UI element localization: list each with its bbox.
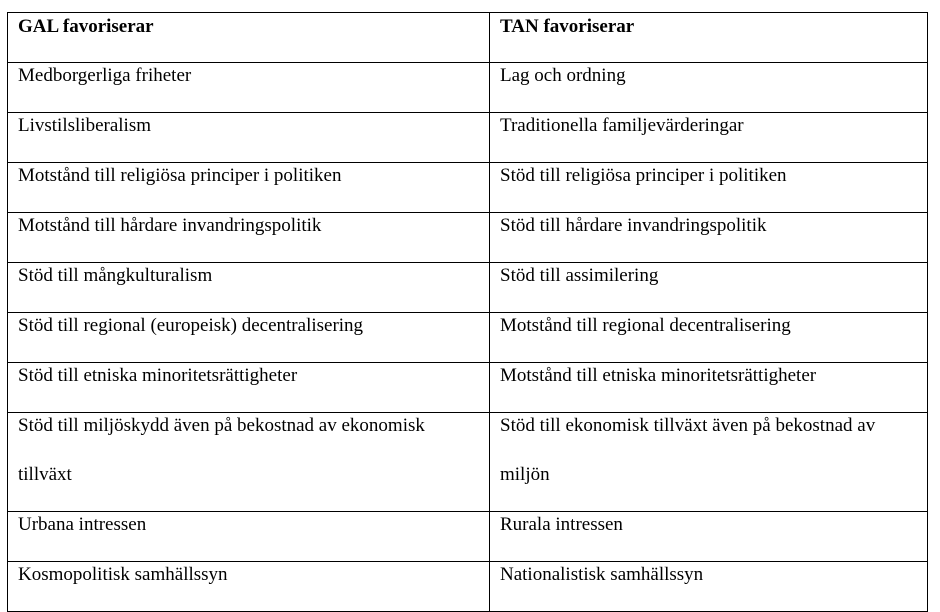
tan-cell-text: Motstånd till regional decentralisering — [500, 315, 791, 336]
gal-cell-text: Stöd till regional (europeisk) decentralisering — [18, 315, 364, 336]
tan-cell-text: Stöd till ekonomisk tillväxt även på bekostnad av miljön — [500, 415, 876, 485]
tan-cell-text: Traditionella familjevärderingar — [500, 115, 744, 136]
gal-cell-text: Motstånd till hårdare invandringspolitik — [18, 215, 322, 236]
gal-cell — [8, 562, 490, 612]
table-row — [8, 413, 928, 512]
gal-cell-text: Stöd till etniska minoritetsrättigheter — [18, 365, 298, 386]
tan-cell-text: Lag och ordning — [500, 65, 626, 86]
tan-cell-text: Rurala intressen — [500, 514, 623, 535]
table-row — [8, 562, 928, 612]
gal-cell-text: Motstånd till religiösa principer i politiken — [18, 165, 342, 186]
gal-cell-text: Stöd till miljöskydd även på bekostnad av ekonomisk tillväxt — [18, 415, 425, 485]
gal-cell-text: Kosmopolitisk samhällssyn — [18, 564, 228, 585]
tan-cell-text: Nationalistisk samhällssyn — [500, 564, 704, 585]
tan-cell — [490, 413, 928, 512]
tan-cell-text: Stöd till religiösa principer i politiken — [500, 165, 787, 186]
tan-cell-text: Stöd till hårdare invandringspolitik — [500, 215, 767, 236]
tan-cell-text: Motstånd till etniska minoritetsrättigheter — [500, 365, 817, 386]
gal-cell-text: Medborgerliga friheter — [18, 65, 192, 86]
gal-tan-table — [7, 12, 928, 612]
gal-cell-text: Stöd till mångkulturalism — [18, 265, 213, 286]
header-tan-label: TAN favoriserar — [500, 16, 635, 37]
gal-cell-text: Livstilsliberalism — [18, 115, 151, 136]
tan-cell-text: Stöd till assimilering — [500, 265, 659, 286]
header-gal-label: GAL favoriserar — [18, 16, 154, 37]
gal-cell — [8, 413, 490, 512]
gal-cell-text: Urbana intressen — [18, 514, 147, 535]
tan-cell — [490, 562, 928, 612]
